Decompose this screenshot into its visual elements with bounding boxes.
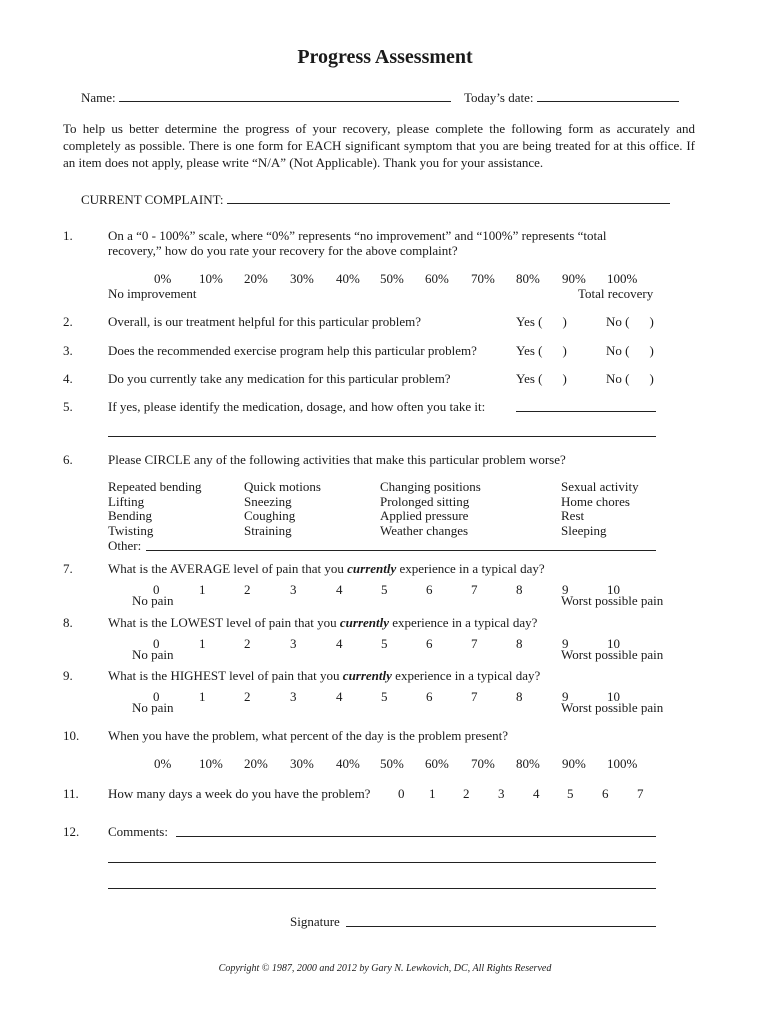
q5-number: 5. — [63, 399, 73, 414]
date-label: Today’s date: — [464, 90, 534, 105]
complaint-label: CURRENT COMPLAINT: — [81, 192, 224, 207]
q1-number: 1. — [63, 228, 73, 243]
q10-scale-option[interactable]: 10% — [199, 756, 223, 771]
activity-option[interactable]: Prolonged sitting — [380, 493, 470, 509]
q11-day-option[interactable]: 3 — [498, 786, 505, 801]
signature-field[interactable] — [346, 926, 656, 927]
activity-option[interactable]: Sleeping — [561, 522, 607, 538]
q8-pain-option[interactable]: 10 — [607, 636, 620, 651]
name-row — [81, 89, 451, 106]
signature-label: Signature — [290, 914, 340, 929]
q9-pain-option[interactable]: 3 — [290, 689, 297, 704]
q6-column-4 — [561, 480, 639, 538]
q1-text-line2: recovery,” how do you rate your recovery for the above complaint? — [108, 243, 458, 258]
q12-number: 12. — [63, 824, 80, 839]
q6-other-label: Other: — [108, 538, 142, 553]
q1-scale-option[interactable]: 20% — [244, 271, 268, 286]
q3-no-option[interactable]: No ( ) — [606, 343, 654, 358]
q8-pain-option[interactable]: 8 — [516, 636, 523, 651]
q7-low-label: No pain — [132, 593, 174, 608]
q1-scale-option[interactable]: 100% — [607, 271, 638, 286]
q7-text: What is the AVERAGE level of pain that you currently experience in a typical day? — [108, 561, 545, 576]
q10-scale-option[interactable]: 0% — [154, 756, 172, 771]
q1-scale-option[interactable]: 60% — [425, 271, 449, 286]
complaint-row — [81, 191, 670, 208]
q5-answer-line-1[interactable] — [516, 411, 656, 412]
q7-pain-option[interactable]: 0 — [153, 582, 160, 597]
q6-text: Please CIRCLE any of the following activities that make this particular problem worse? — [108, 452, 566, 467]
activity-option[interactable]: Sneezing — [244, 493, 292, 509]
q8-number: 8. — [63, 615, 73, 630]
q10-scale-option[interactable]: 30% — [290, 756, 314, 771]
q7-pain-option[interactable]: 2 — [244, 582, 251, 597]
q7-pain-option[interactable]: 7 — [471, 582, 478, 597]
activity-option[interactable]: Quick motions — [244, 479, 321, 494]
q5-answer-line-2[interactable] — [108, 436, 656, 437]
complaint-field[interactable] — [227, 191, 670, 204]
q8-low-label: No pain — [132, 647, 174, 662]
name-label: Name: — [81, 90, 116, 105]
activity-option[interactable]: Bending — [108, 508, 153, 523]
q8-pain-option[interactable]: 0 — [153, 636, 160, 651]
q10-scale-option[interactable]: 80% — [516, 756, 540, 771]
q1-scale-option[interactable]: 70% — [471, 271, 495, 286]
q4-no-option[interactable]: No ( ) — [606, 371, 654, 386]
activity-option[interactable]: Lifting — [108, 493, 145, 509]
q6-column-1 — [108, 480, 202, 538]
q4-yes-option[interactable]: Yes ( ) — [516, 371, 567, 386]
q11-day-option[interactable]: 5 — [567, 786, 574, 801]
activity-option[interactable]: Weather changes — [380, 522, 469, 538]
q10-number: 10. — [63, 728, 80, 743]
name-field[interactable] — [119, 89, 451, 102]
activity-option[interactable]: Changing positions — [380, 479, 481, 494]
q11-text: How many days a week do you have the problem? — [108, 786, 371, 801]
q10-scale-option[interactable]: 90% — [562, 756, 586, 771]
activity-option[interactable]: Rest — [561, 508, 585, 523]
intro-paragraph: To help us better determine the progress of your recovery, please complete the following form as accurately and completely as possible. There is one form for EACH significant symptom that you are being treated for at this office. If an item does not apply, please write “N/A” (Not Applicable). Thank you for your assistance. — [63, 121, 695, 170]
q9-pain-option[interactable]: 9 — [562, 689, 569, 704]
q8-pain-option[interactable]: 5 — [381, 636, 388, 651]
q2-text: Overall, is our treatment helpful for this particular problem? — [108, 314, 421, 329]
q7-high-label: Worst possible pain — [561, 593, 664, 608]
q9-pain-option[interactable]: 6 — [426, 689, 433, 704]
q7-pain-option[interactable]: 8 — [516, 582, 523, 597]
q8-pain-option[interactable]: 6 — [426, 636, 433, 651]
q10-scale — [0, 756, 770, 772]
q6-column-2 — [244, 480, 321, 538]
q2-number: 2. — [63, 314, 73, 329]
q8-pain-option[interactable]: 3 — [290, 636, 297, 651]
q11-day-option[interactable]: 1 — [429, 786, 436, 801]
q10-scale-option[interactable]: 50% — [380, 756, 404, 771]
q6-other-field[interactable] — [146, 550, 656, 551]
q4-text: Do you currently take any medication for this particular problem? — [108, 371, 451, 386]
q8-pain-option[interactable]: 7 — [471, 636, 478, 651]
q8-text: What is the LOWEST level of pain that you currently experience in a typical day? — [108, 615, 538, 630]
q8-high-label: Worst possible pain — [561, 647, 664, 662]
q10-text: When you have the problem, what percent of the day is the problem present? — [108, 728, 508, 743]
q1-high-label: Total recovery — [578, 286, 654, 301]
q10-scale-option[interactable]: 20% — [244, 756, 268, 771]
date-field[interactable] — [537, 89, 679, 102]
q7-pain-option[interactable]: 9 — [562, 582, 569, 597]
q7-pain-option[interactable]: 10 — [607, 582, 620, 597]
q3-yes-option[interactable]: Yes ( ) — [516, 343, 567, 358]
q7-pain-option[interactable]: 5 — [381, 582, 388, 597]
q7-pain-option[interactable]: 3 — [290, 582, 297, 597]
q11-day-option[interactable]: 6 — [602, 786, 609, 801]
page-title: Progress Assessment — [297, 46, 473, 68]
activity-option[interactable]: Coughing — [244, 508, 296, 523]
q11-scale — [0, 786, 770, 802]
q10-scale-option[interactable]: 70% — [471, 756, 495, 771]
activity-option[interactable]: Applied pressure — [380, 508, 469, 523]
q11-day-option[interactable]: 7 — [637, 786, 644, 801]
q1-scale-option[interactable]: 0% — [154, 271, 172, 286]
q1-scale-option[interactable]: 80% — [516, 271, 540, 286]
comments-line-1[interactable] — [176, 836, 656, 837]
q7-pain-option[interactable]: 6 — [426, 582, 433, 597]
q2-yes-option[interactable]: Yes ( ) — [516, 314, 567, 329]
activity-option[interactable]: Twisting — [108, 522, 154, 538]
date-row — [464, 89, 679, 106]
q9-pain-option[interactable]: 10 — [607, 689, 620, 704]
q10-scale-option[interactable]: 40% — [336, 756, 360, 771]
q11-day-option[interactable]: 4 — [533, 786, 540, 801]
q9-number: 9. — [63, 668, 73, 683]
q11-number: 11. — [63, 786, 79, 801]
q8-pain-option[interactable]: 9 — [562, 636, 569, 651]
q11-day-option[interactable]: 0 — [398, 786, 405, 801]
q1-scale-option[interactable]: 50% — [380, 271, 404, 286]
q1-text-line1: On a “0 - 100%” scale, where “0%” represents “no improvement” and “100%” represents “total — [108, 228, 607, 243]
q11-day-option[interactable]: 2 — [463, 786, 470, 801]
q7-number: 7. — [63, 561, 73, 576]
q5-text: If yes, please identify the medication, dosage, and how often you take it: — [108, 399, 486, 414]
q8-pain-option[interactable]: 4 — [336, 636, 343, 651]
q6-number: 6. — [63, 452, 73, 467]
q9-pain-option[interactable]: 0 — [153, 689, 160, 704]
copyright-notice: Copyright © 1987, 2000 and 2012 by Gary N. Lewkovich, DC, All Rights Reserved — [218, 963, 552, 974]
q2-no-option[interactable]: No ( ) — [606, 314, 654, 329]
q9-pain-option[interactable]: 7 — [471, 689, 478, 704]
q7-pain-option[interactable]: 4 — [336, 582, 343, 597]
q10-scale-option[interactable]: 100% — [607, 756, 638, 771]
q9-low-label: No pain — [132, 700, 174, 715]
q1-scale-option[interactable]: 30% — [290, 271, 314, 286]
q10-scale-option[interactable]: 60% — [425, 756, 449, 771]
q12-label: Comments: — [108, 824, 168, 839]
q1-scale — [0, 271, 770, 287]
q9-pain-option[interactable]: 1 — [199, 689, 206, 704]
q9-pain-option[interactable]: 5 — [381, 689, 388, 704]
q1-scale-option[interactable]: 90% — [562, 271, 586, 286]
q9-high-label: Worst possible pain — [561, 700, 664, 715]
q4-number: 4. — [63, 371, 73, 386]
q9-pain-option[interactable]: 4 — [336, 689, 343, 704]
activity-option[interactable]: Sexual activity — [561, 479, 639, 494]
comments-line-2[interactable] — [108, 862, 656, 863]
q6-column-3 — [380, 480, 481, 538]
q8-pain-option[interactable]: 1 — [199, 636, 206, 651]
activity-option[interactable]: Home chores — [561, 493, 630, 509]
q3-number: 3. — [63, 343, 73, 358]
comments-line-3[interactable] — [108, 888, 656, 889]
q9-text: What is the HIGHEST level of pain that you currently experience in a typical day? — [108, 668, 541, 683]
q9-pain-option[interactable]: 2 — [244, 689, 251, 704]
activity-option[interactable]: Repeated bending — [108, 479, 202, 494]
q8-pain-option[interactable]: 2 — [244, 636, 251, 651]
q1-low-label: No improvement — [108, 286, 197, 301]
q1-scale-option[interactable]: 10% — [199, 271, 223, 286]
q9-pain-option[interactable]: 8 — [516, 689, 523, 704]
q1-scale-option[interactable]: 40% — [336, 271, 360, 286]
q7-pain-option[interactable]: 1 — [199, 582, 206, 597]
activity-option[interactable]: Straining — [244, 522, 292, 538]
q3-text: Does the recommended exercise program help this particular problem? — [108, 343, 477, 358]
